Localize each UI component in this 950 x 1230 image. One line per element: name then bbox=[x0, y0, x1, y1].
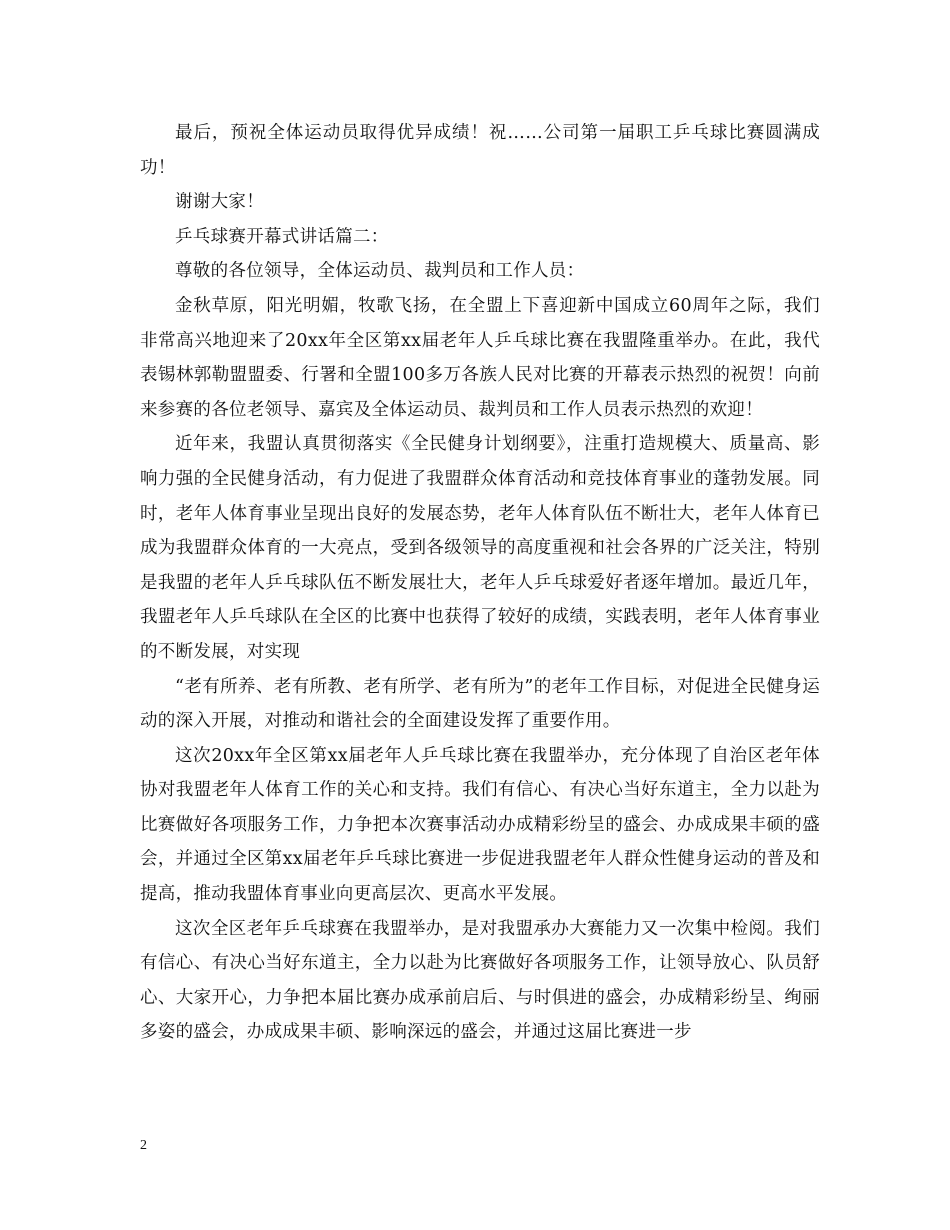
paragraph-opening: 金秋草原，阳光明媚，牧歌飞扬，在全盟上下喜迎新中国成立60周年之际，我们非常高兴地迎来了20xx年全区第xx届老年人乒乓球比赛在我盟隆重举办。在此，我代表锡林郭勒盟盟委、行署和全盟100多万各族人民对比赛的开幕表示热烈的祝贺！向前来参赛的各位老领导、嘉宾及全体运动员、裁判员和工作人员表示热烈的欢迎！ bbox=[140, 295, 820, 420]
paragraph-recent-years: 近年来，我盟认真贯彻落实《全民健身计划纲要》，注重打造规模大、质量高、影响力强的全民健身活动，有力促进了我盟群众体育活动和竞技体育事业的蓬勃发展。同时，老年人体育事业呈现出良好的发展态势，老年人体育队伍不断壮大，老年人体育已成为我盟群众体育的一大亮点，受到各级领导的高度重视和社会各界的广泛关注，特别是我盟的老年人乒乓球队伍不断发展壮大，老年人乒乓球爱好者逐年增加。最近几年，我盟老年人乒乓球队在全区的比赛中也获得了较好的成绩，实践表明，老年人体育事业的不断发展，对实现 bbox=[140, 434, 820, 662]
salutation: 尊敬的各位领导，全体运动员、裁判员和工作人员： bbox=[175, 261, 585, 282]
section-heading: 乒乓球赛开幕式讲话篇二： bbox=[175, 226, 389, 247]
paragraph-hosting: 这次20xx年全区第xx届老年人乒乓球比赛在我盟举办，充分体现了自治区老年体协对我盟老年人体育工作的关心和支持。我们有信心、有决心当好东道主，全力以赴为比赛做好各项服务工作，力争把本次赛事活动办成精彩纷呈的盛会、办成成果丰硕的盛会，并通过全区第xx届老年乒乓球比赛进一步促进我盟老年人群众性健身运动的普及和提高，推动我盟体育事业向更高层次、更高水平发展。 bbox=[140, 745, 820, 905]
paragraph-elderly-goals: “老有所养、老有所教、老有所学、老有所为”的老年工作目标，对促进全民健身运动的深入开展，对推动和谐社会的全面建设发挥了重要作用。 bbox=[140, 676, 820, 732]
paragraph-capability: 这次全区老年乒乓球赛在我盟举办，是对我盟承办大赛能力又一次集中检阅。我们有信心、有决心当好东道主，全力以赴为比赛做好各项服务工作，让领导放心、队员舒心、大家开心，力争把本届比赛办成承前启后、与时俱进的盛会，办成精彩纷呈、绚丽多姿的盛会，办成成果丰硕、影响深远的盛会，并通过这届比赛进一步 bbox=[140, 918, 820, 1043]
page-number: 2 bbox=[140, 1138, 147, 1153]
paragraph-closing-wishes: 最后，预祝全体运动员取得优异成绩！祝……公司第一届职工乒乓球比赛圆满成功！ bbox=[140, 123, 820, 178]
document-body bbox=[140, 116, 820, 1050]
paragraph-thanks: 谢谢大家！ bbox=[175, 192, 264, 213]
